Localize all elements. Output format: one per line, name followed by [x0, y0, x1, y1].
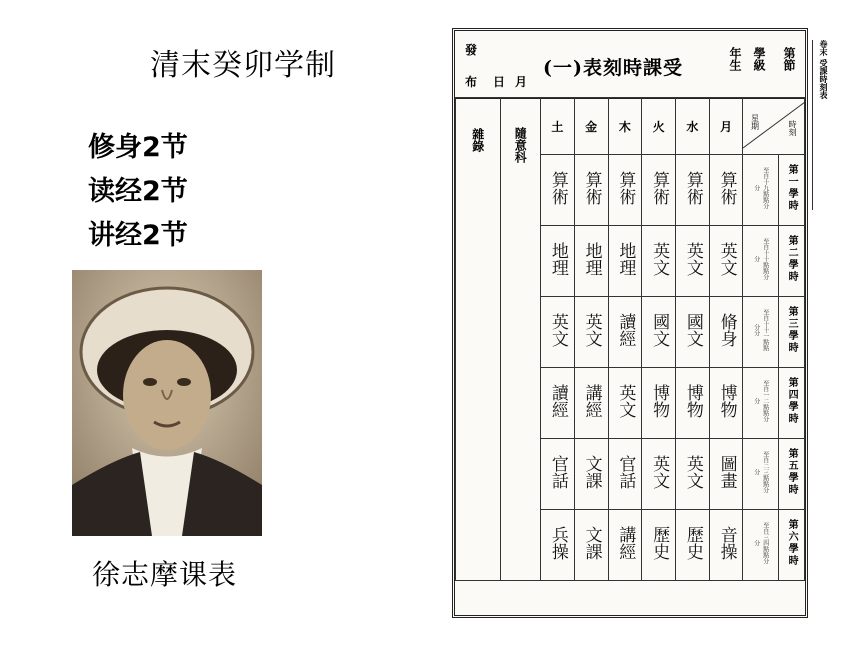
- notes-list: [88, 126, 188, 258]
- cell-mon-5: 圖畫: [709, 439, 743, 510]
- cell-fri-5: 文課: [574, 439, 608, 510]
- note-xiushen: 修身2节: [88, 132, 188, 163]
- cell-mon-2: 英文: [709, 226, 743, 297]
- cell-sat-4: 讀經: [541, 368, 575, 439]
- cell-mon-6: 音操: [709, 510, 743, 581]
- cell-thu-5: 官話: [608, 439, 642, 510]
- column-suiyike: 隨意科: [501, 98, 541, 581]
- cell-wed-5: 英文: [675, 439, 709, 510]
- cell-mon-1: 算術: [709, 155, 743, 226]
- header-nian: 年生: [728, 47, 742, 71]
- time-5: 至自二三點點分分: [743, 439, 779, 510]
- cell-tue-3: 國文: [642, 297, 676, 368]
- cell-thu-1: 算術: [608, 155, 642, 226]
- cell-sat-3: 英文: [541, 297, 575, 368]
- day-tu: 土: [541, 98, 575, 155]
- time-6: 至自三四點點分分: [743, 510, 779, 581]
- side-strip-text: 卷末 受課時刻表: [819, 40, 829, 99]
- period-1: 第一學時: [779, 155, 805, 226]
- cell-sat-6: 兵操: [541, 510, 575, 581]
- cell-sat-1: 算術: [541, 155, 575, 226]
- day-shui: 水: [675, 98, 709, 155]
- cell-wed-2: 英文: [675, 226, 709, 297]
- cell-mon-3: 脩身: [709, 297, 743, 368]
- day-mu: 木: [608, 98, 642, 155]
- cell-wed-3: 國文: [675, 297, 709, 368]
- note-dujing: 读经2节: [88, 176, 188, 207]
- cell-tue-6: 歷史: [642, 510, 676, 581]
- cell-thu-4: 英文: [608, 368, 642, 439]
- time-1: 至自十九點點分分: [743, 155, 779, 226]
- cell-thu-6: 講經: [608, 510, 642, 581]
- cell-fri-2: 地理: [574, 226, 608, 297]
- cell-fri-3: 英文: [574, 297, 608, 368]
- timetable-title: (一)表刻時課受: [543, 57, 683, 79]
- cell-thu-3: 讀經: [608, 297, 642, 368]
- cell-thu-2: 地理: [608, 226, 642, 297]
- cell-wed-4: 博物: [675, 368, 709, 439]
- day-huo: 火: [642, 98, 676, 155]
- period-2: 第二學時: [779, 226, 805, 297]
- timetable-scan: [452, 28, 808, 618]
- cell-tue-1: 算術: [642, 155, 676, 226]
- cell-tue-2: 英文: [642, 226, 676, 297]
- header-xueji: 學級: [752, 47, 766, 71]
- note-jiangjing: 讲经2节: [88, 220, 188, 251]
- time-3: 至自十十一點點分分: [743, 297, 779, 368]
- period-6: 第六學時: [779, 510, 805, 581]
- cell-tue-5: 英文: [642, 439, 676, 510]
- corner-cell: 星期 時刻: [743, 98, 805, 155]
- time-2: 至自十十點點分分: [743, 226, 779, 297]
- cell-sat-2: 地理: [541, 226, 575, 297]
- header-fa: 發: [465, 43, 478, 57]
- cell-fri-4: 講經: [574, 368, 608, 439]
- cell-fri-6: 文課: [574, 510, 608, 581]
- period-3: 第三學時: [779, 297, 805, 368]
- cell-tue-4: 博物: [642, 368, 676, 439]
- timetable-header: [455, 31, 805, 99]
- cell-mon-4: 博物: [709, 368, 743, 439]
- photo-caption: 徐志摩课表: [92, 558, 238, 591]
- cell-wed-1: 算術: [675, 155, 709, 226]
- day-jin: 金: [574, 98, 608, 155]
- slide-title: 清末癸卯学制: [150, 48, 336, 83]
- cell-sat-5: 官話: [541, 439, 575, 510]
- day-yue: 月: [709, 98, 743, 155]
- header-yue: 月: [515, 75, 528, 89]
- period-4: 第四學時: [779, 368, 805, 439]
- timetable-grid: [455, 97, 805, 581]
- portrait-photo: [72, 270, 262, 536]
- period-5: 第五學時: [779, 439, 805, 510]
- time-4: 至自一二點點分分: [743, 368, 779, 439]
- header-di: 第節: [782, 47, 796, 71]
- side-strip: [812, 40, 837, 210]
- cell-fri-1: 算術: [574, 155, 608, 226]
- column-zalu: 雜錄: [456, 98, 501, 581]
- header-bu: 布: [465, 75, 478, 89]
- table-header-row: [456, 98, 805, 155]
- cell-wed-6: 歷史: [675, 510, 709, 581]
- portrait-image: [72, 270, 262, 536]
- header-ri: 日: [493, 75, 506, 89]
